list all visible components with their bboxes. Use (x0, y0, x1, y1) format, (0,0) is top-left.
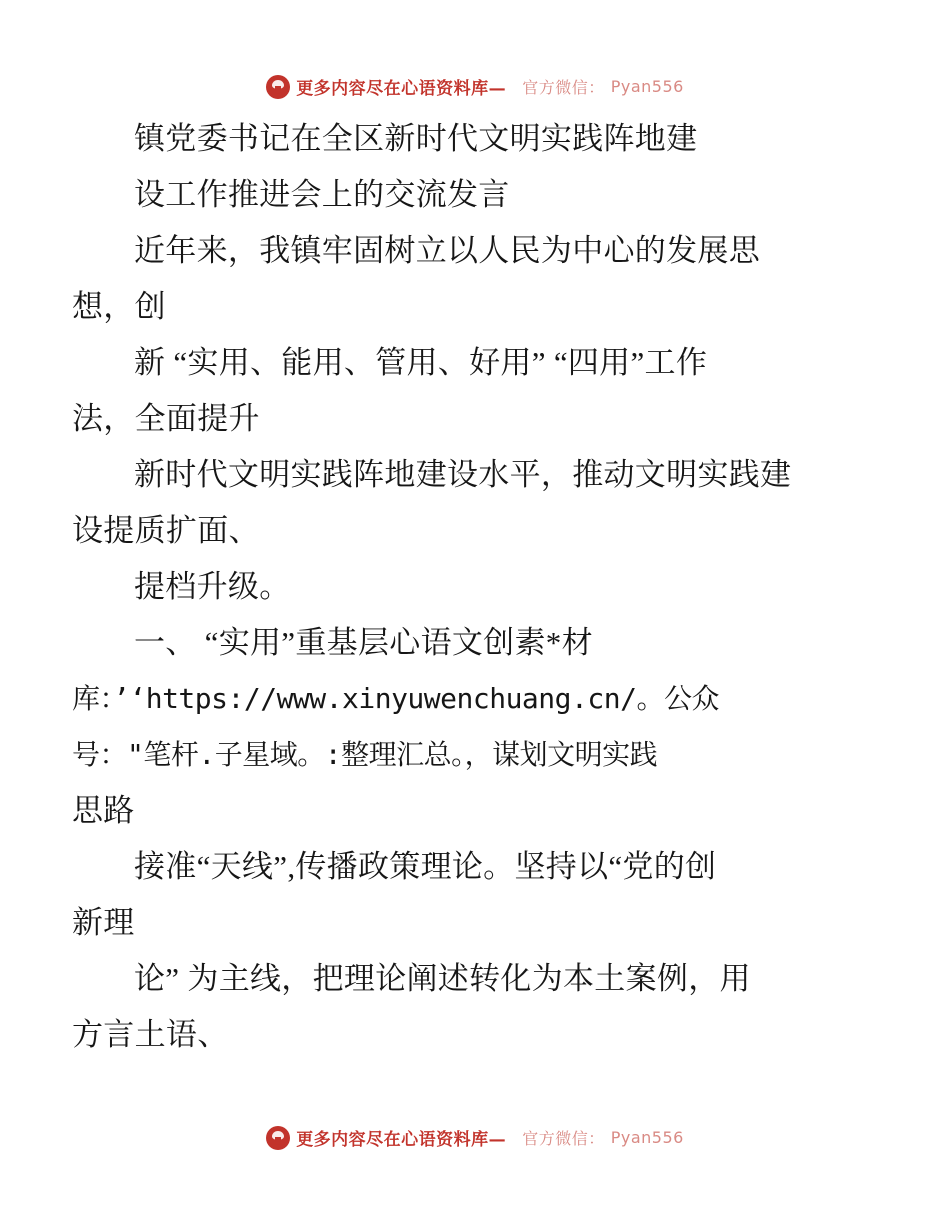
watermark-id-text: Pyan556 (610, 77, 684, 96)
document-line-url: 库：’‘https://www.xinyuwenchuang.cn/。公众 (72, 682, 719, 715)
document-line: 论” 为主线，把理论阐述转化为本土案例，用 (134, 961, 751, 996)
document-line: 近年来，我镇牢固树立以人民为中心的发展思 (134, 233, 760, 268)
watermark-main-text: 更多内容尽在心语资料库— (296, 79, 507, 99)
document-line: 思路 (72, 793, 135, 828)
document-line: 接准“天线”,传播政策理论。坚持以“党的创 (134, 849, 717, 884)
document-line: 想，创 (72, 289, 166, 324)
document-line: 方言土语、 (72, 1017, 229, 1052)
watermark-sub-text: 官方微信： (522, 78, 605, 97)
document-line: 法，全面提升 (72, 401, 260, 436)
document-line-account: 号："笔杆.子星域。:整理汇总。，谋划文明实践 (72, 738, 658, 771)
document-line: 新时代文明实践阵地建设水平，推动文明实践建 (134, 457, 792, 492)
document-content (72, 112, 884, 1064)
document-line: 镇党委书记在全区新时代文明实践阵地建 (134, 121, 698, 156)
watermark-top (0, 74, 950, 99)
watermark-sub-text: 官方微信： (522, 1129, 605, 1148)
document-line: 一、 “实用”重基层心语文创素*材 (134, 625, 593, 660)
document-line: 提档升级。 (134, 569, 291, 604)
watermark-id-text: Pyan556 (610, 1128, 684, 1147)
document-line: 新理 (72, 905, 135, 940)
flame-logo-icon (266, 1126, 290, 1150)
document-line: 设提质扩面、 (72, 513, 260, 548)
watermark-main-text: 更多内容尽在心语资料库— (296, 1130, 507, 1150)
watermark-bottom (0, 1125, 950, 1150)
document-line: 设工作推进会上的交流发言 (134, 177, 510, 212)
flame-logo-icon (266, 75, 290, 99)
document-line: 新 “实用、能用、管用、好用” “四用”工作 (134, 345, 708, 380)
